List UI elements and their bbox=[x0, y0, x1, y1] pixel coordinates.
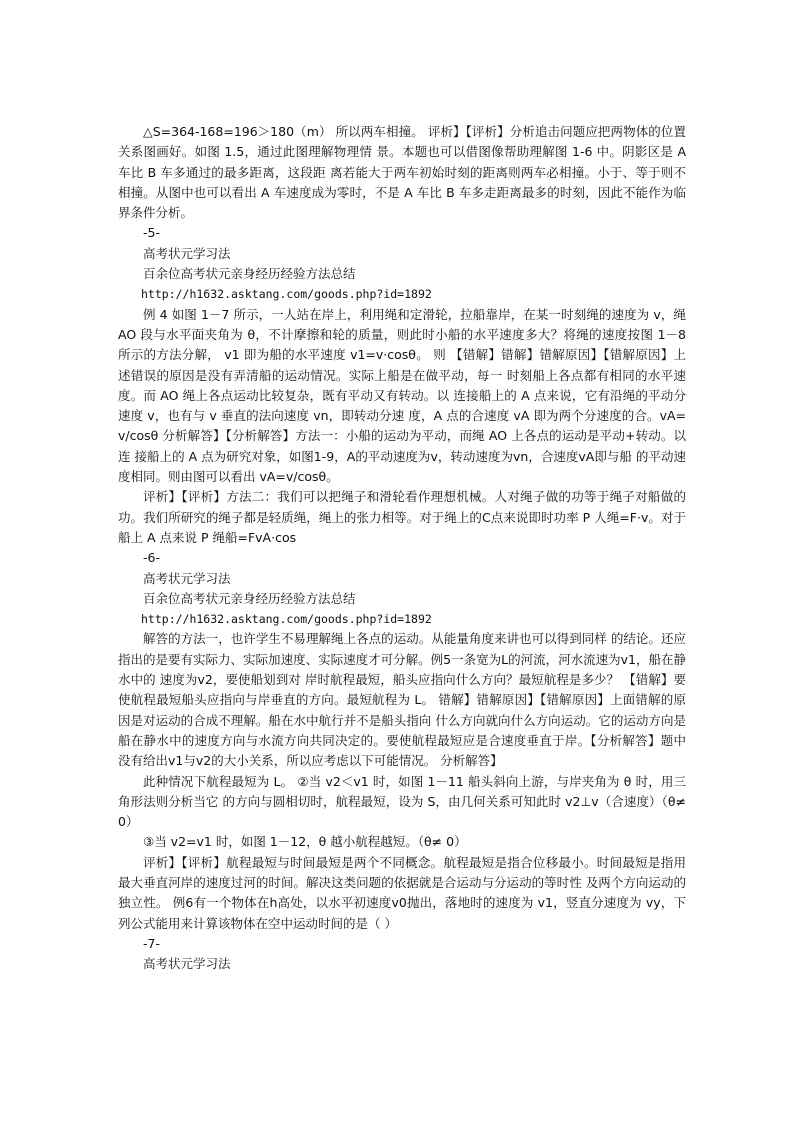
header-line: 百余位高考状元亲身经历经验方法总结 bbox=[143, 266, 356, 282]
body-paragraph: 评析】【评析】方法二：我们可以把绳子和滑轮看作理想机械。人对绳子做的功等于绳子对船做的功。我们所研究的绳子都是轻质绳，绳上的张力相等。对于绳上的C点来说即时功率 P 人绳=F·v。对于船上 A 点来说 P 绳船=FvA·cos bbox=[118, 489, 686, 545]
document-page bbox=[118, 122, 686, 974]
header-line: 高考状元学习法 bbox=[143, 245, 231, 261]
body-paragraph: △S=364-168=196＞180（m） 所以两车相撞。 评析】【评析】分析追击问题应把两物体的位置关系图画好。如图 1.5，通过此图理解物理情 景。本题也可以借图像帮助理解图 1-6 中。阴影区是 A 车比 B 车多通过的最多距离，这段距 离若能大于两车初始时刻的距离则两车必相撞。小于、等于则不相撞。从图中也可以看出 A 车速度成为零时，不是 A 车比 B 车多走距离最多的时刻，因此不能作为临界条件分析。 bbox=[118, 124, 686, 221]
header-line: 百余位高考状元亲身经历经验方法总结 bbox=[143, 590, 356, 606]
body-paragraph: 例 4 如图 1－7 所示，一人站在岸上，利用绳和定滑轮，拉船靠岸，在某一时刻绳的速度为 v，绳 AO 段与水平面夹角为 θ，不计摩擦和轮的质量，则此时小船的水平速度多大？将绳的速度按图 1－8 所示的方法分解， v1 即为船的水平速度 v1=v·cosθ。 则 【错解】错解】错解原因】【错解原因】上述错误的原因是没有弄清船的运动情况。实际上船是在做平动，每一 时刻船上各点都有相同的水平速度。而 AO 绳上各点运动比较复杂，既有平动又有转动。以 连接船上的 A 点来说，它有沿绳的平动分速度 v，也有与 v 垂直的法向速度 vn，即转动分速 度，A 点的合速度 vA 即为两个分速度的合。vA=v/cosθ 分析解答】【分析解答】方法一：小船的运动为平动，而绳 AO 上各点的运动是平动+转动。以连 接船上的 A 点为研究对象，如图1-9，A的平动速度为v，转动速度为vn，合速度vA即与船 的平动速度相同。则由图可以看出 vA=v/cosθ。 bbox=[118, 306, 686, 485]
body-paragraph: 此种情况下航程最短为 L。 ②当 v2＜v1 时，如图 1－11 船头斜向上游，与岸夹角为 θ 时，用三角形法则分析当它 的方向与圆相切时，航程最短，设为 S，由几何关系可知此时 v2⊥v（合速度）（θ≠0） bbox=[118, 773, 686, 830]
header-line: 高考状元学习法 bbox=[143, 570, 231, 586]
page-number: -7- bbox=[143, 935, 160, 951]
body-paragraph: 解答的方法一，也许学生不易理解绳上各点的运动。从能量角度来讲也可以得到同样 的结论。还应指出的是要有实际力、实际加速度、实际速度才可分解。例5一条宽为L的河流，河水流速为v1，船在静水中的 速度为v2，要使船划到对 岸时航程最短，船头应指向什么方向？最短航程是多少？ 【错解】要使航程最短船头应指向与岸垂直的方向。最短航程为 L。 错解】错解原因】【错解原因】上面错解的原因是对运动的合成不理解。船在水中航行并不是船头指向 什么方向就向什么方向运动。它的运动方向是船在静水中的速度方向与水流方向共同决定的。要使航程最短应是合速度垂直于岸。【分析解答】题中没有给出v1与v2的大小关系，所以应考虑以下可能情况。 分析解答】 bbox=[118, 631, 686, 769]
body-paragraph: ③当 v2=v1 时，如图 1－12，θ 越小航程越短。（θ≠ 0） bbox=[143, 834, 467, 850]
page-number: -5- bbox=[143, 225, 160, 241]
body-paragraph: 评析】【评析】航程最短与时间最短是两个不同概念。航程最短是指合位移最小。时间最短是指用最大垂直河岸的速度过河的时间。解决这类问题的依据就是合运动与分运动的等时性 及两个方向运动的独立性。 例6有一个物体在h高处，以水平初速度v0抛出，落地时的速度为 v1，竖直分速度为 vy，下列公式能用来计算该物体在空中运动时间的是（ ） bbox=[118, 854, 686, 931]
page-number: -6- bbox=[143, 550, 160, 566]
header-line: 高考状元学习法 bbox=[143, 956, 231, 972]
url-line: http://h1632.asktang.com/goods.php?id=1892 bbox=[141, 287, 432, 302]
url-line: http://h1632.asktang.com/goods.php?id=1892 bbox=[141, 612, 432, 627]
